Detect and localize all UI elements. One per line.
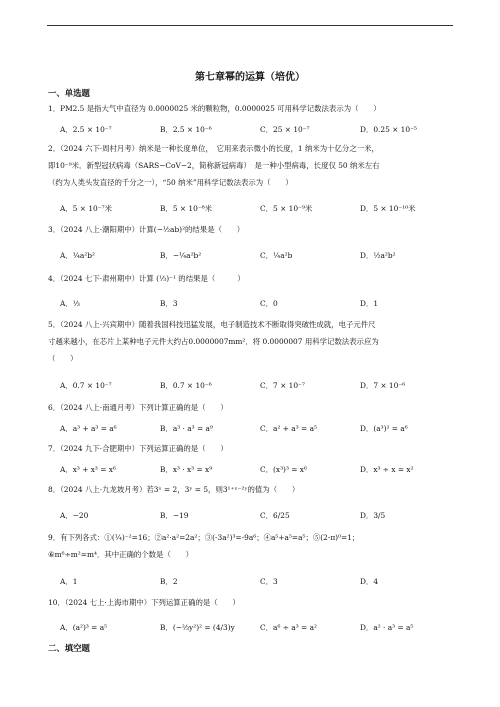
question-3-options (60, 250, 460, 262)
option-c: C．a² + a³ = a⁵ (260, 424, 317, 433)
option-b: B．2 (160, 577, 178, 586)
option-a: A．(a²)³ = a⁵ (60, 623, 108, 632)
page-title: 第七章幂的运算（培优） (195, 72, 305, 83)
question-6-options (60, 423, 460, 435)
section-heading-single-choice: 一、单选题 (48, 88, 90, 98)
option-d: D．x³ ÷ x = x² (360, 465, 414, 474)
question-9-stem (48, 529, 458, 563)
question-7-options (60, 464, 460, 476)
question-9-line: ⑥m⁶÷m²=m⁴．其中正确的个数是（ ） (48, 550, 194, 559)
option-c: C．6/25 (260, 511, 290, 520)
question-7-stem (48, 440, 458, 457)
option-c: C．¼a²b (260, 251, 293, 260)
option-a: A．5 × 10⁻⁷米 (60, 204, 112, 213)
option-c: C．25 × 10⁻⁷ (260, 125, 310, 134)
option-d: D．4 (360, 577, 379, 586)
question-4-stem (48, 270, 458, 287)
option-d: D．0.25 × 10⁻⁵ (360, 125, 417, 134)
question-9-options (60, 576, 460, 588)
question-5-line: （ ） (48, 354, 78, 363)
question-2-stem (48, 140, 458, 191)
question-4-options (60, 298, 460, 310)
question-7-line: 7．（2024 九下·合肥期中）下列运算正确的是（ ） (48, 444, 228, 453)
option-b: B．2.5 × 10⁻⁶ (160, 125, 212, 134)
option-c: C．a⁶ ÷ a³ = a² (260, 623, 317, 632)
option-b: B．3 (160, 299, 178, 308)
question-9-line: 9．有下列各式：①(¼)⁻²=16；②a²·a²=2a²；③(-3a²)³=-9a⁶；④a⁵+a⁵=a⁵；⑤(2-π)⁰=1； (48, 533, 360, 542)
option-b: B．−¼a²b² (160, 251, 202, 260)
option-a: A．¼a²b² (60, 251, 95, 260)
question-5-options (60, 380, 460, 392)
option-a: A．0.7 × 10⁻⁷ (60, 381, 112, 390)
option-d: D．7 × 10⁻⁶ (360, 381, 406, 390)
option-d: D．½a²b² (360, 251, 396, 260)
option-b: B．0.7 × 10⁻⁶ (160, 381, 212, 390)
option-a: A．⅓ (60, 299, 80, 308)
option-b: B．x³ · x³ = x⁹ (160, 465, 213, 474)
question-8-options (60, 510, 460, 522)
question-2-line: （约为人类头发直径的千分之一），“50 纳米”用科学记数法表示为（ ） (48, 178, 293, 187)
question-5-line: 寸越来越小，在芯片上某种电子元件大约占0.0000007mm²．将 0.0000007 用科学记数法表示应为 (48, 337, 379, 346)
question-2-line: 2．（2024 六下·周村月考）纳米是一种长度单位， 它用来表示微小的长度，1 纳米为十亿分之一米， (48, 144, 379, 153)
option-d: D．(a³)² = a⁶ (360, 424, 408, 433)
option-a: A．x³ + x³ = x⁶ (60, 465, 116, 474)
question-5-stem (48, 316, 458, 367)
option-b: B．a³ · a³ = a⁹ (160, 424, 213, 433)
option-d: D．3/5 (360, 511, 386, 520)
option-d: D．a² · a³ = a⁵ (360, 623, 414, 632)
question-8-line: 8．（2024 八上·九龙坡月考）若3ˣ = 2，3ʸ = 5，则3¹⁺ˣ⁻²ʸ的值为（ ） (48, 485, 300, 494)
question-5-line: 5．（2024 八上·兴宾期中）随着我国科技迅猛发展，电子制造技术不断取得突破性成就，电子元件尺 (48, 320, 376, 329)
question-10-line: 10．（2024 七上·上海市期中）下列运算正确的是（ ） (48, 598, 240, 607)
question-8-stem (48, 481, 458, 498)
section-heading-fill-blank: 二、填空题 (48, 643, 90, 653)
option-c: C．0 (260, 299, 278, 308)
option-c: C．7 × 10⁻⁷ (260, 381, 305, 390)
option-b: B．(−⅔y²)² = (4/3)y (160, 623, 235, 632)
question-4-line: 4．（2024 七下·肃州期中）计算 (⅓)⁻¹ 的结果是（ ） (48, 274, 245, 283)
question-1-stem (48, 100, 458, 117)
question-6-stem (48, 399, 458, 416)
option-a: A．−20 (60, 511, 89, 520)
option-a: A．1 (60, 577, 78, 586)
question-10-stem (48, 594, 458, 611)
option-a: A．a³ + a³ = a⁶ (60, 424, 117, 433)
question-2-line: 即10⁻⁹米．新型冠状病毒（SARS−CoV−2，简称新冠病毒） 是一种小型病毒，长度仅 50 纳米左右 (48, 161, 380, 170)
option-a: A．2.5 × 10⁻⁷ (60, 125, 112, 134)
question-3-line: 3．（2024 八上·潮阳期中）计算(−½ab)²的结果是（ ） (48, 225, 245, 234)
question-1-options (60, 124, 460, 136)
option-d: D．5 × 10⁻¹⁰米 (360, 204, 416, 213)
question-2-options (60, 203, 460, 215)
question-3-stem (48, 221, 458, 238)
option-b: B．−19 (160, 511, 189, 520)
question-10-options (60, 622, 460, 634)
question-6-line: 6．（2024 八上·南通月考）下列计算正确的是（ ） (48, 403, 228, 412)
option-c: C．5 × 10⁻⁹米 (260, 204, 313, 213)
header-rule (47, 25, 453, 26)
option-c: C．3 (260, 577, 278, 586)
option-c: C．(x³)³ = x⁶ (260, 465, 307, 474)
option-b: B．5 × 10⁻⁸米 (160, 204, 213, 213)
option-d: D．1 (360, 299, 379, 308)
question-1-line: 1．PM2.5 是指大气中直径为 0.0000025 米的颗粒物，0.0000025 可用科学记数法表示为（ ） (48, 104, 381, 113)
